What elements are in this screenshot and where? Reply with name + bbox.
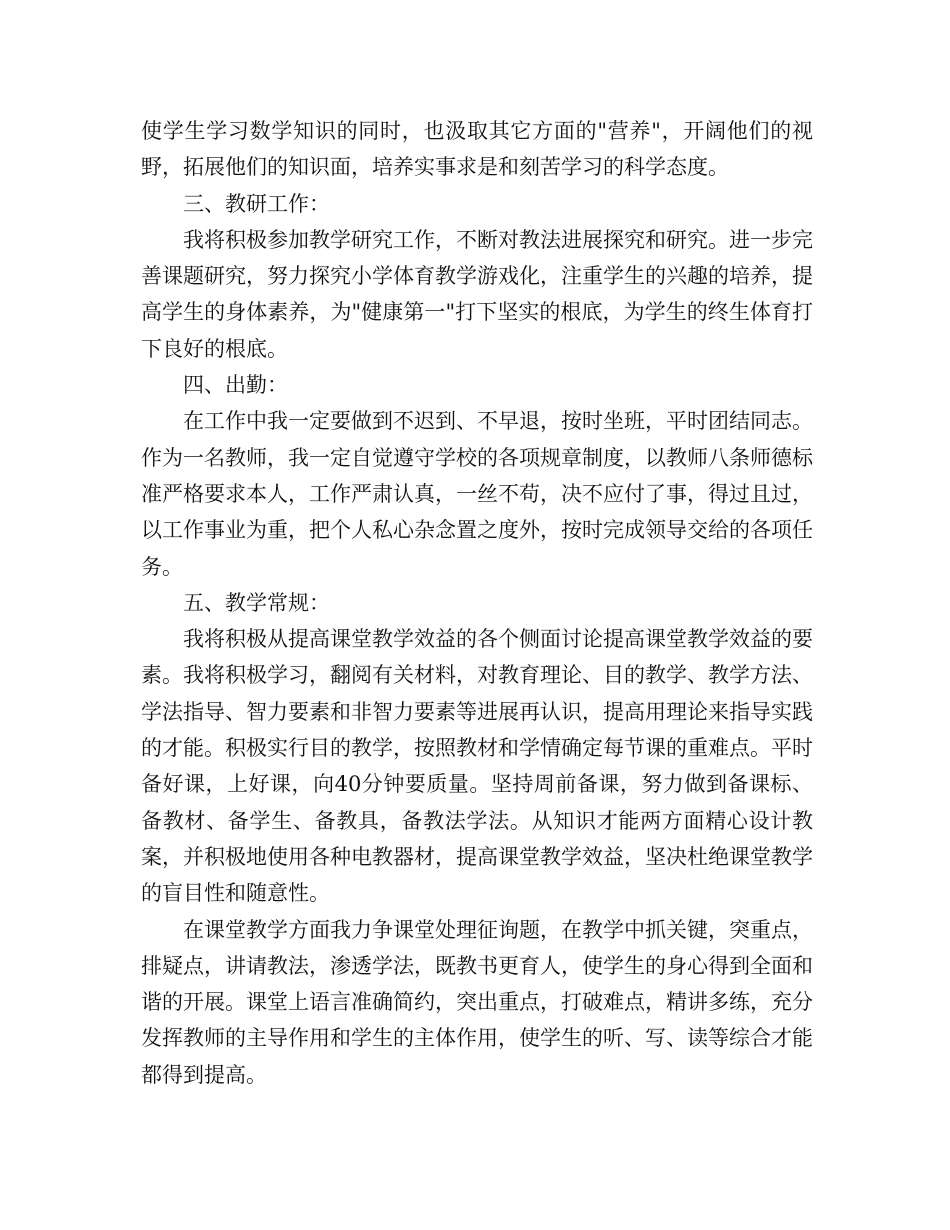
section-heading-teaching-research: 三、教研工作：	[183, 191, 330, 216]
section-heading-teaching-routine: 五、教学常规：	[183, 590, 330, 615]
document-body	[141, 113, 813, 1093]
paragraph-teaching-research: 我将积极参加教学研究工作，不断对教法进展探究和研究。进一步完善课题研究，努力探究小学体育教学游戏化，注重学生的兴趣的培养，提高学生的身体素养，为"健康第一"打下坚实的根底，为学生的终生体育打下良好的根底。	[141, 227, 813, 361]
paragraph-attendance: 在工作中我一定要做到不迟到、不早退，按时坐班，平时团结同志。作为一名教师，我一定自觉遵守学校的各项规章制度，以教师八条师德标准严格要求本人，工作严肃认真，一丝不苟，决不应付了事，得过且过，以工作事业为重，把个人私心杂念置之度外，按时完成领导交给的各项任务。	[141, 409, 813, 579]
paragraph-classroom-teaching: 在课堂教学方面我力争课堂处理征询题，在教学中抓关键，突重点，排疑点，讲请教法，渗透学法，既教书更育人，使学生的身心得到全面和谐的开展。课堂上语言准确简约，突出重点，打破难点，精讲多练，充分发挥教师的主导作用和学生的主体作用，使学生的听、写、读等综合才能都得到提高。	[141, 917, 813, 1087]
section-heading-attendance: 四、出勤：	[183, 373, 288, 398]
paragraph-teaching-routine: 我将积极从提高课堂教学效益的各个侧面讨论提高课堂教学效益的要素。我将积极学习，翻阅有关材料，对教育理论、目的教学、教学方法、学法指导、智力要素和非智力要素等进展再认识，提高用理论来指导实践的才能。积极实行目的教学，按照教材和学情确定每节课的重难点。平时备好课，上好课，向40分钟要质量。坚持周前备课，努力做到备课标、备教材、备学生、备教具，备教法学法。从知识才能两方面精心设计教案，并积极地使用各种电教器材，提高课堂教学效益，坚决杜绝课堂教学的盲目性和随意性。	[141, 627, 813, 906]
paragraph-continuation: 使学生学习数学知识的同时，也汲取其它方面的"营养"，开阔他们的视野，拓展他们的知识面，培养实事求是和刻苦学习的科学态度。	[141, 119, 813, 180]
